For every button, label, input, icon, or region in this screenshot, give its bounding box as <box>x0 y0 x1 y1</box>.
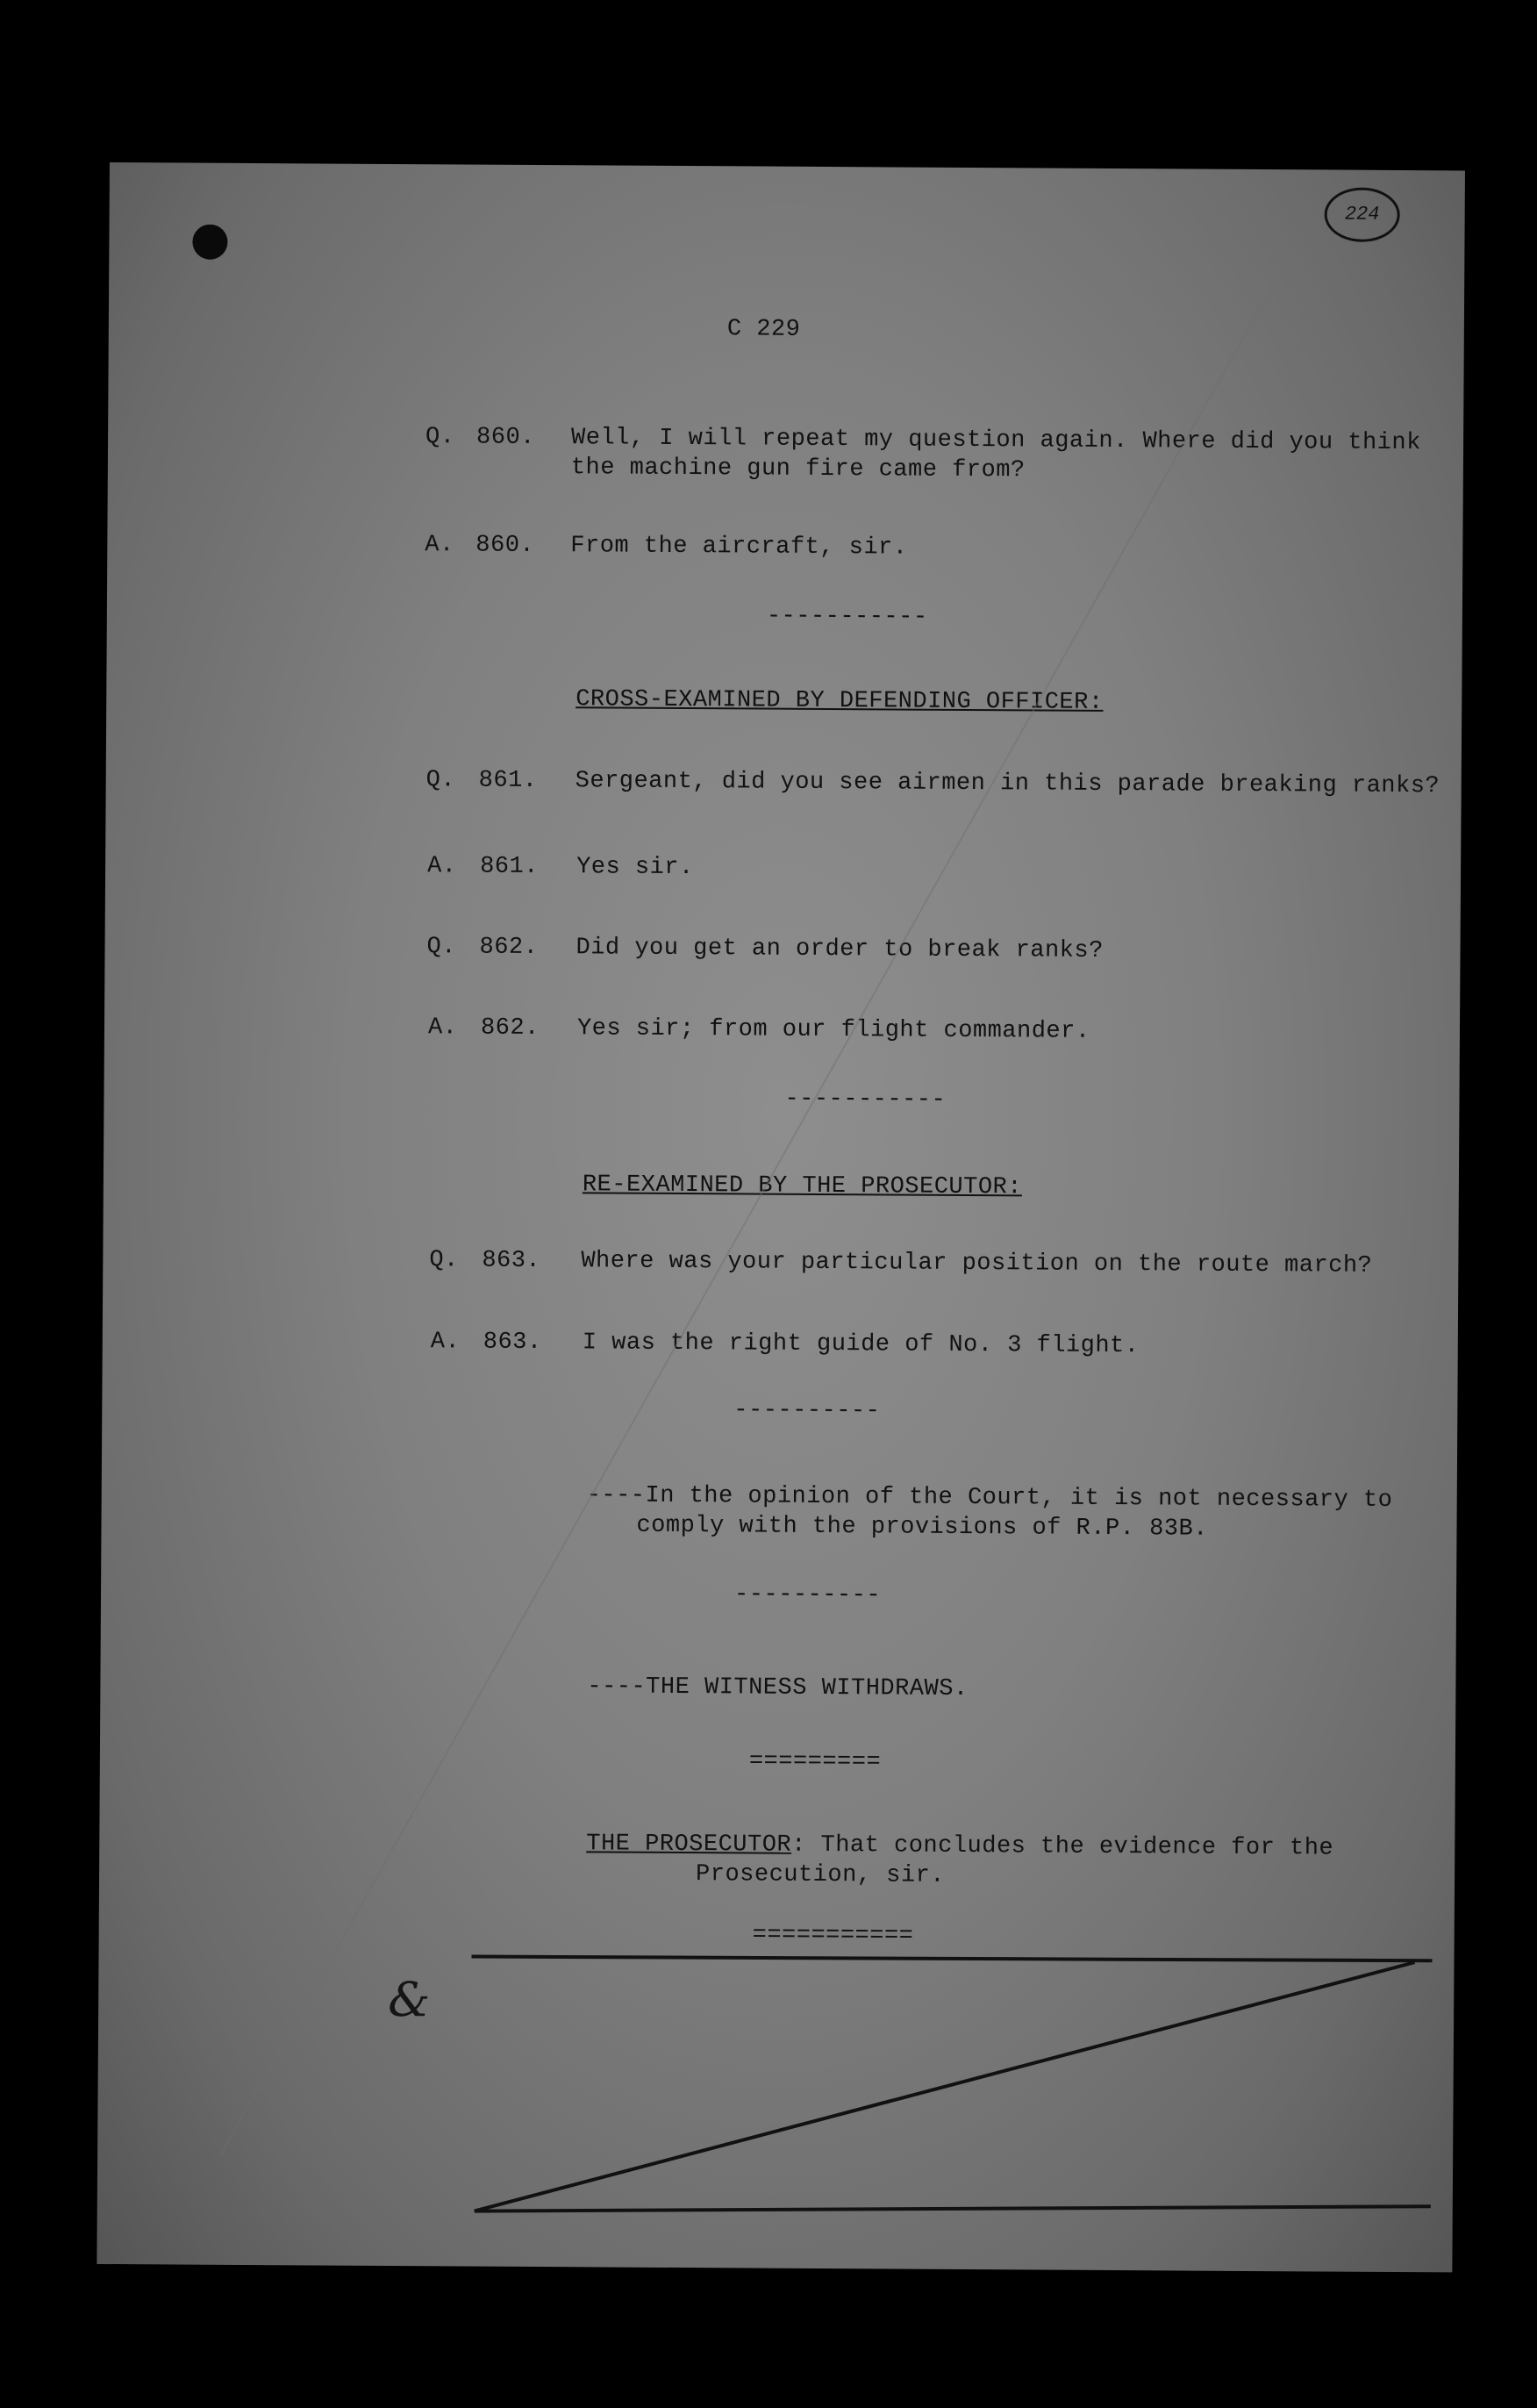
entry-number: 862. <box>480 1014 540 1043</box>
entry-number: 861. <box>480 853 540 881</box>
entry-label: A. <box>427 853 457 880</box>
entry-label: Q. <box>425 424 455 451</box>
entry-text: Did you get an order to break ranks? <box>575 935 1104 964</box>
entry-label: A. <box>430 1329 461 1356</box>
entry-number: 860. <box>476 424 535 451</box>
page-number: C 229 <box>726 316 801 343</box>
cancel-diagonal-line <box>475 1957 1415 2218</box>
entry-label: A. <box>427 1014 458 1042</box>
document-page <box>97 162 1465 2272</box>
prosecutor-label: THE PROSECUTOR <box>586 1831 792 1859</box>
section-heading: CROSS-EXAMINED BY DEFENDING OFFICER: <box>575 686 1104 716</box>
entry-number: 863. <box>482 1247 541 1275</box>
court-opinion: ----In the opinion of the Court, it is not necessary to <box>586 1482 1393 1514</box>
cancellation-lines <box>97 162 1465 2272</box>
entry-text: Yes sir. <box>576 854 694 882</box>
entry-number: 862. <box>479 934 539 961</box>
entry-label: Q. <box>425 767 456 794</box>
entry-number: 861. <box>478 767 538 794</box>
separator: ---------- <box>733 1397 881 1425</box>
prosecutor-text: : That concludes the evidence for the <box>791 1831 1334 1862</box>
prosecutor-statement-cont: Prosecution, sir. <box>696 1861 946 1889</box>
entry-text: Where was your particular position on the route march? <box>581 1248 1373 1279</box>
entry-number: 863. <box>483 1329 542 1357</box>
entry-text: Yes sir; from our flight commander. <box>576 1015 1090 1045</box>
entry-text: From the aircraft, sir. <box>570 533 908 562</box>
witness-withdraws: ----THE WITNESS WITHDRAWS. <box>587 1673 969 1703</box>
entry-text: Sergeant, did you see airmen in this parade breaking ranks? <box>575 768 1440 800</box>
faint-diagonal-crease <box>220 242 1293 2161</box>
entry-number: 860. <box>475 532 535 559</box>
margin-mark: & <box>388 1971 431 2028</box>
entry-label: Q. <box>429 1247 459 1274</box>
cancel-top-line <box>472 1955 1433 1963</box>
section-heading: RE-EXAMINED BY THE PROSECUTOR: <box>582 1172 1023 1201</box>
separator: ----------- <box>784 1086 947 1114</box>
cancel-bottom-line <box>475 2201 1431 2218</box>
separator: ========= <box>748 1748 882 1776</box>
court-opinion: comply with the provisions of R.P. 83B. <box>636 1512 1209 1543</box>
page-stamp: 224 <box>1324 187 1399 242</box>
separator: ---------- <box>733 1581 882 1609</box>
entry-label: Q. <box>426 934 457 961</box>
entry-text: I was the right guide of No. 3 flight. <box>582 1329 1140 1360</box>
entry-label: A. <box>425 532 454 559</box>
entry-text: Well, I will repeat my question again. Where did you think <box>570 425 1421 457</box>
separator: ----------- <box>766 603 928 631</box>
entry-text: the machine gun fire came from? <box>570 455 1026 484</box>
separator: =========== <box>752 1922 914 1950</box>
